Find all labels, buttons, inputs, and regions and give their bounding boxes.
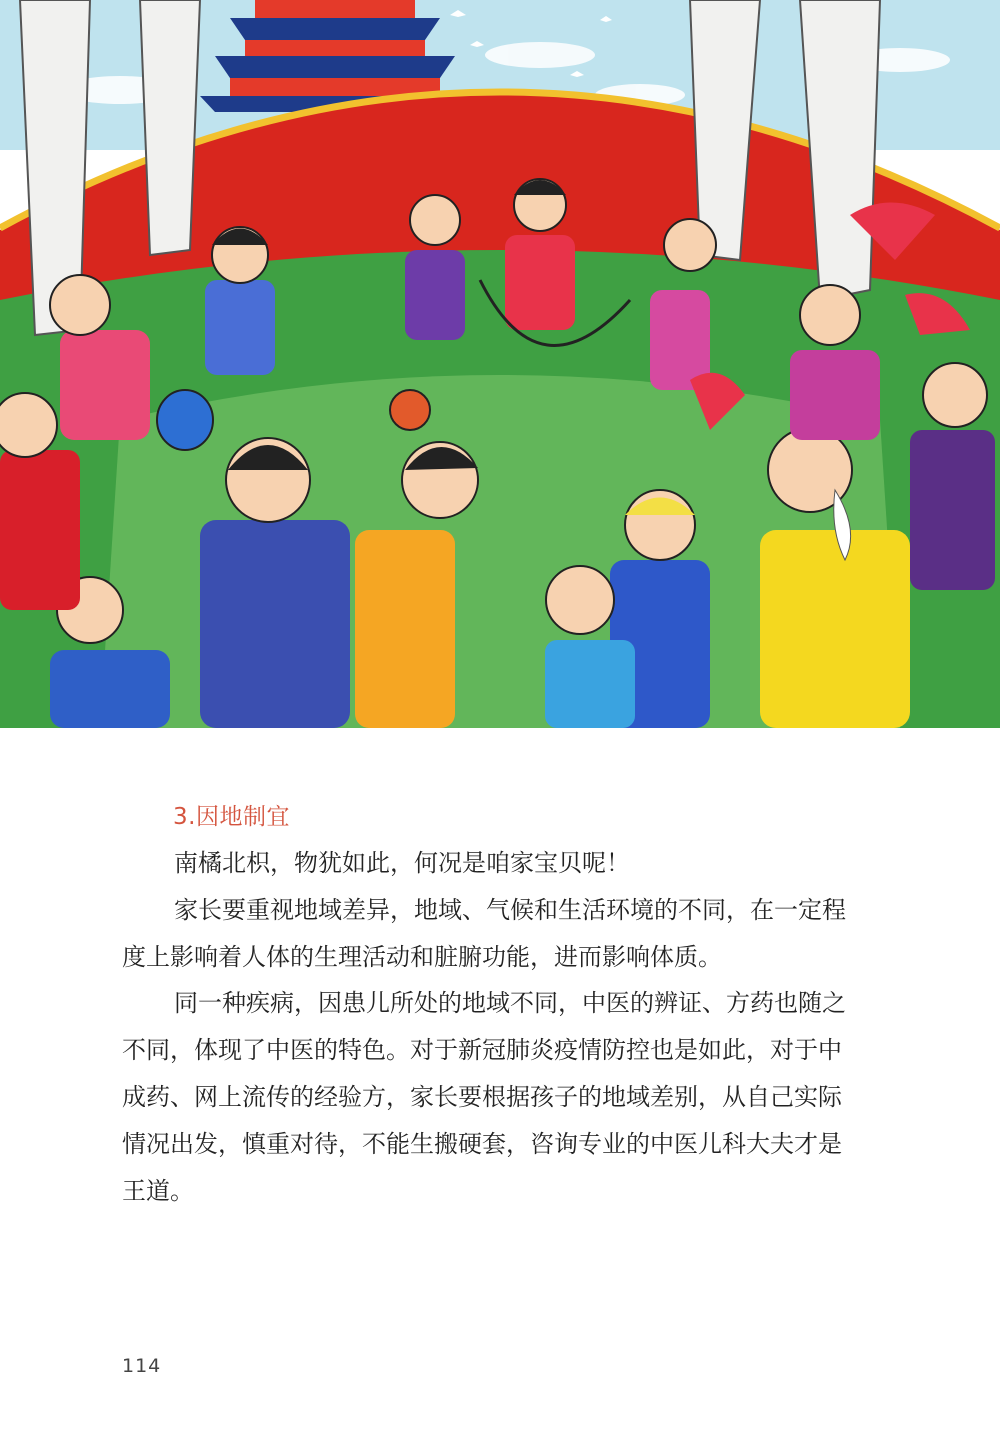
paragraph: 南橘北枳，物犹如此，何况是咱家宝贝呢！: [174, 849, 630, 877]
diabolo: [390, 390, 430, 430]
paragraph: 同一种疾病，因患儿所处的地域不同，中医的辨证、方药也随之不同，体现了中医的特色。对于新冠肺炎疫情防控也是如此，对于中成药、网上流传的经验方，家长要根据孩子的地域差别，从自己实际情况出发，慎重对待，不能生搬硬套，咨询专业的中医儿科大夫才是王道。: [122, 989, 846, 1205]
figure: [910, 363, 995, 590]
figure: [505, 179, 575, 330]
section-heading: 3.因地制宜: [173, 804, 290, 830]
page-number: 114: [122, 1355, 162, 1377]
paragraph: 家长要重视地域差异，地域、气候和生活环境的不同，在一定程度上影响着人体的生理活动和脏腑功能，进而影响体质。: [122, 895, 846, 971]
figure: [205, 227, 275, 375]
figure: [405, 195, 465, 340]
diabolo: [157, 390, 213, 450]
body-text: [122, 840, 852, 1214]
